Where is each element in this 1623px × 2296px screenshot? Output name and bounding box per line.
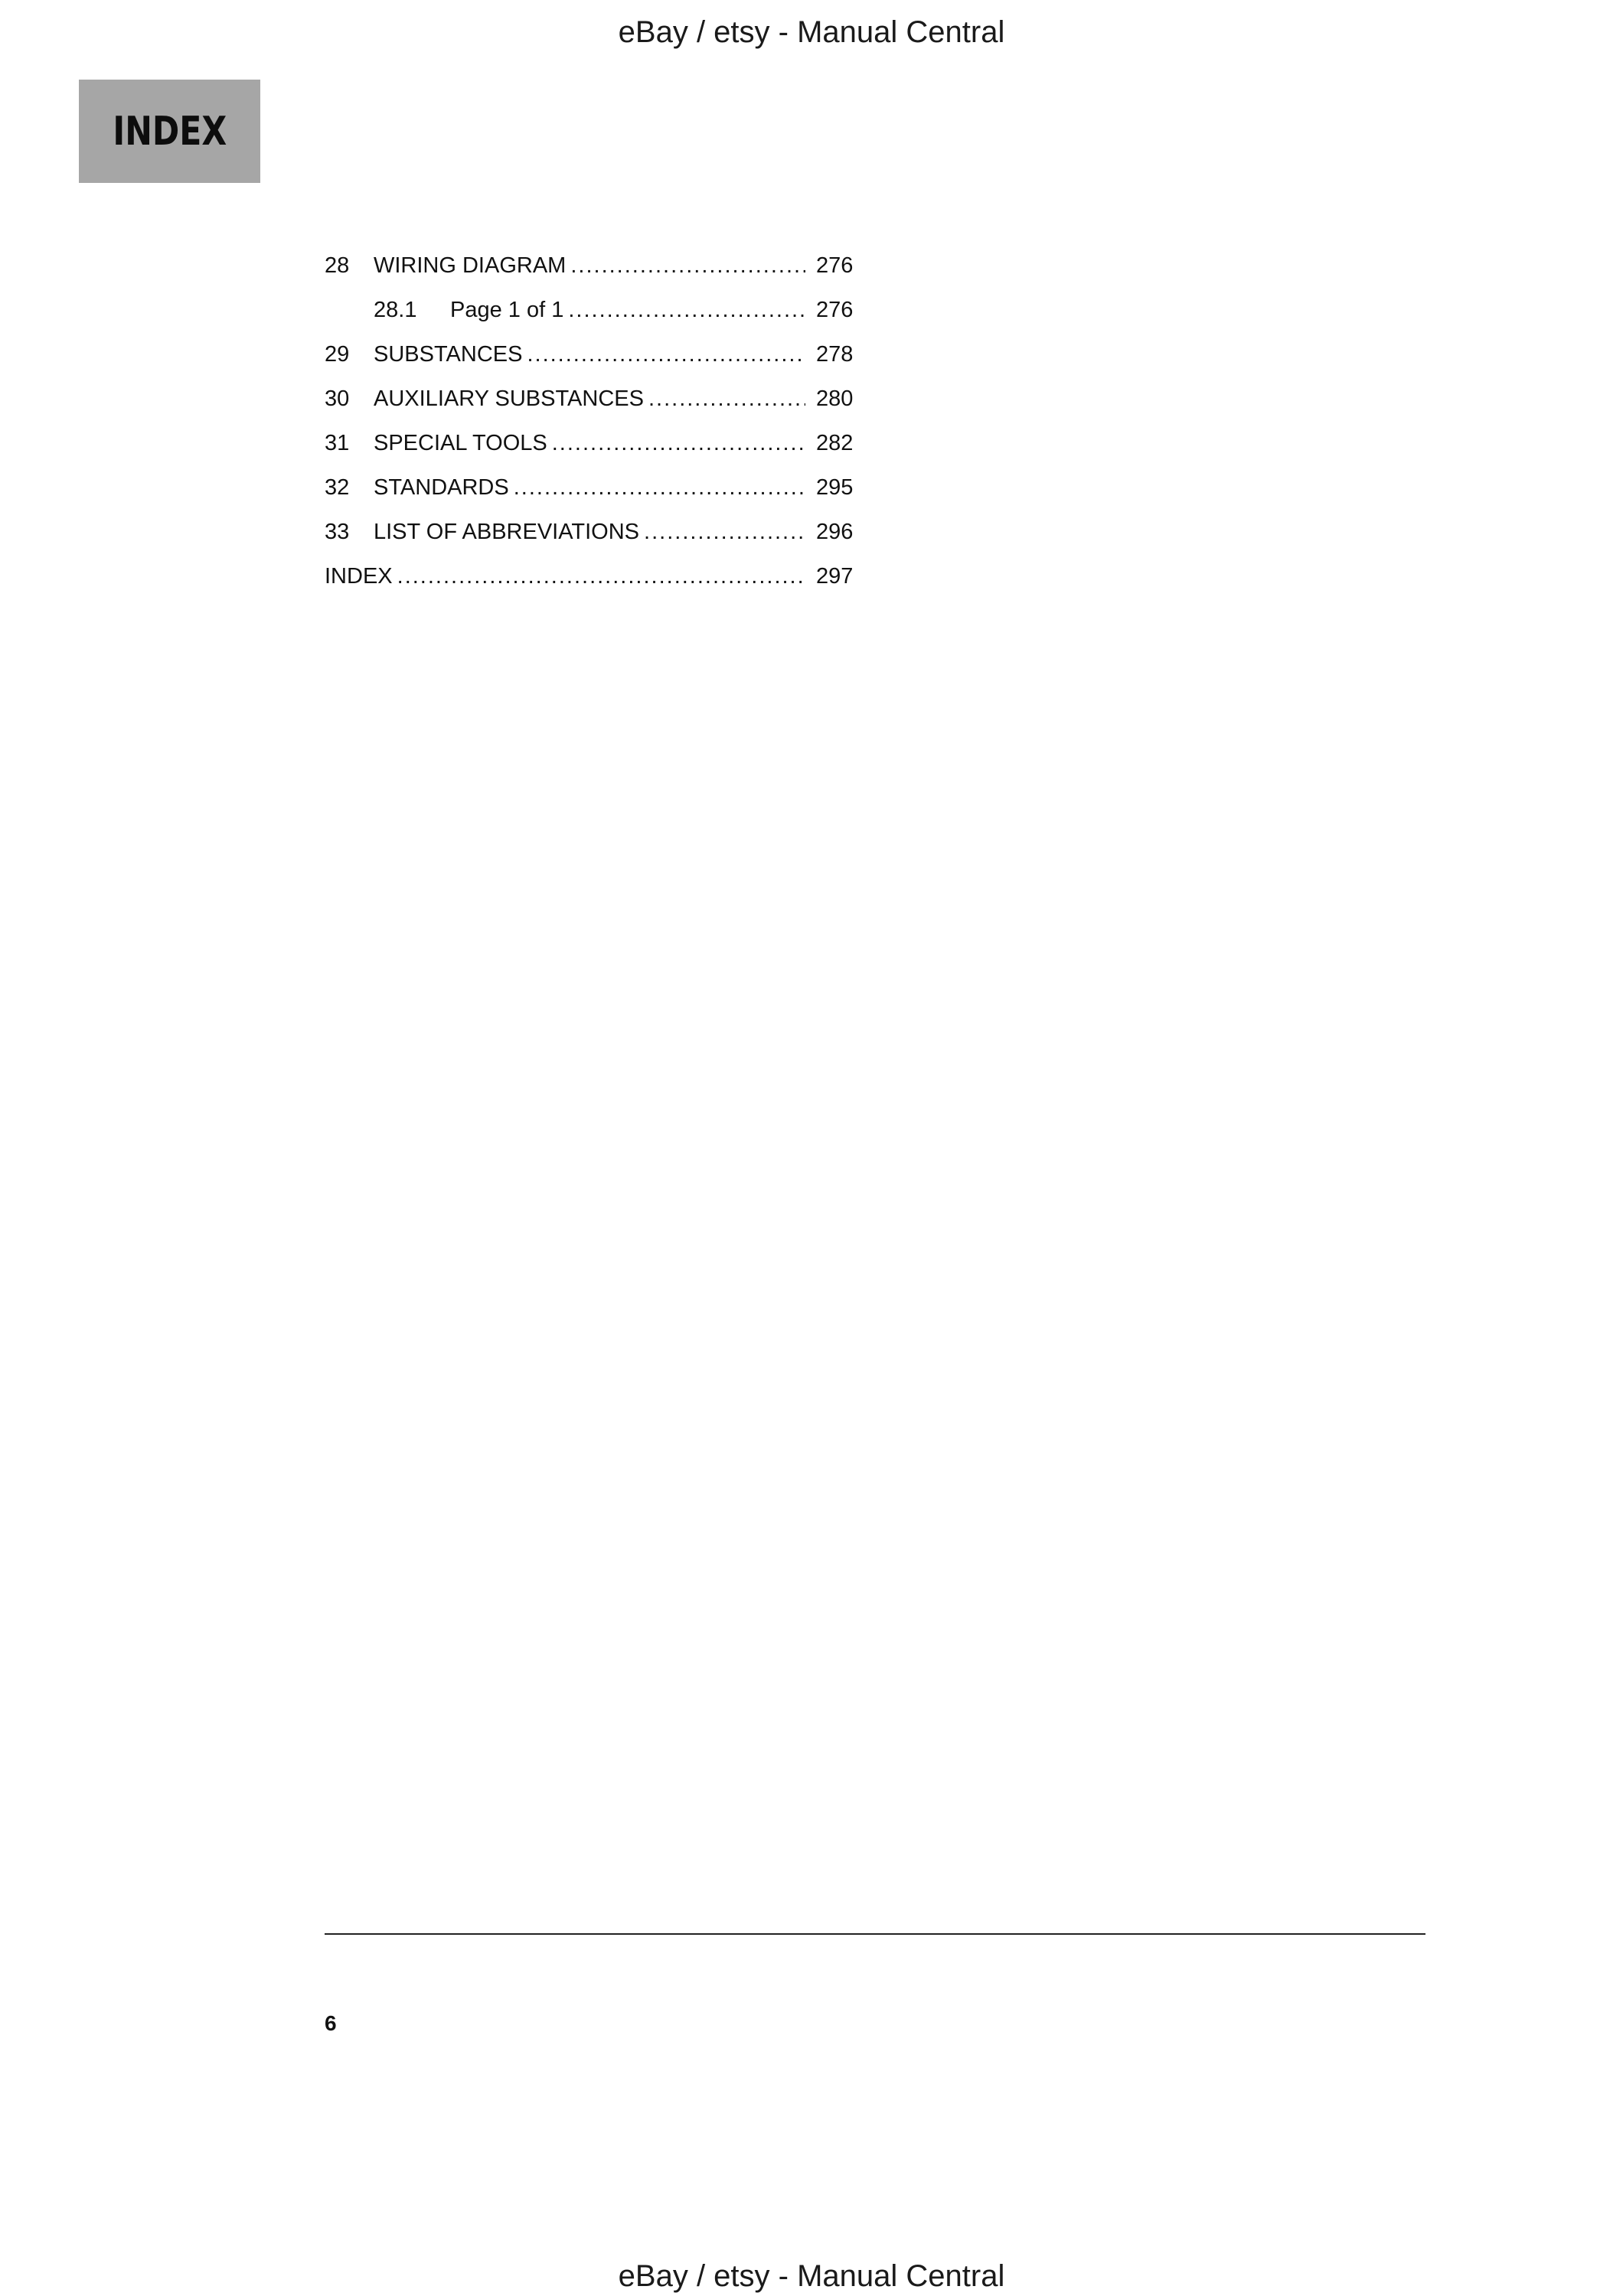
footer-divider <box>325 1933 1425 1935</box>
toc-entry-number: 32 <box>325 475 350 500</box>
toc-entry-page: 276 <box>816 298 854 322</box>
toc-entry-title: WIRING DIAGRAM <box>374 253 567 278</box>
toc-entry-title: INDEX <box>325 564 393 589</box>
toc-entry[interactable] <box>325 243 860 288</box>
toc-entry[interactable] <box>325 377 860 421</box>
page-number: 6 <box>325 2011 337 2035</box>
toc-entry-title: SUBSTANCES <box>374 342 523 367</box>
watermark-top: eBay / etsy - Manual Central <box>618 15 1005 49</box>
watermark-bottom: eBay / etsy - Manual Central <box>618 2259 1005 2293</box>
toc-entry-title: Page 1 of 1 <box>450 298 564 322</box>
toc-dot-leader <box>570 243 805 288</box>
toc-entry[interactable] <box>325 510 860 554</box>
toc-dot-leader <box>568 288 805 332</box>
toc-dot-leader <box>397 554 805 598</box>
toc-entry-number: 33 <box>325 520 350 544</box>
toc-entry-page: 296 <box>816 520 854 544</box>
toc-dot-leader <box>514 465 805 510</box>
toc-entry-title: AUXILIARY SUBSTANCES <box>374 386 644 411</box>
toc-entry[interactable] <box>325 554 860 598</box>
toc-entry[interactable] <box>325 288 860 332</box>
toc-entry-page: 280 <box>816 386 854 411</box>
toc-entry[interactable] <box>325 332 860 377</box>
toc-dot-leader <box>648 377 805 421</box>
toc-dot-leader <box>552 421 805 465</box>
toc-dot-leader <box>644 510 805 554</box>
toc-entry-number: 30 <box>325 386 350 411</box>
toc-entry-page: 278 <box>816 342 854 367</box>
toc-entry-page: 282 <box>816 431 854 455</box>
toc-entry-page: 276 <box>816 253 854 278</box>
table-of-contents <box>325 243 860 598</box>
toc-entry-number: 31 <box>325 431 350 455</box>
toc-entry[interactable] <box>325 465 860 510</box>
toc-entry[interactable] <box>325 421 860 465</box>
toc-entry-title: SPECIAL TOOLS <box>374 431 547 455</box>
toc-entry-title: STANDARDS <box>374 475 509 500</box>
toc-entry-number: 28 <box>325 253 350 278</box>
toc-dot-leader <box>527 332 805 377</box>
toc-entry-number: 29 <box>325 342 350 367</box>
section-tab <box>79 80 260 183</box>
toc-entry-number: 28.1 <box>374 298 417 322</box>
toc-entry-title: LIST OF ABBREVIATIONS <box>374 520 640 544</box>
section-tab-label: INDEX <box>113 108 227 155</box>
toc-entry-page: 297 <box>816 564 854 589</box>
toc-entry-page: 295 <box>816 475 854 500</box>
